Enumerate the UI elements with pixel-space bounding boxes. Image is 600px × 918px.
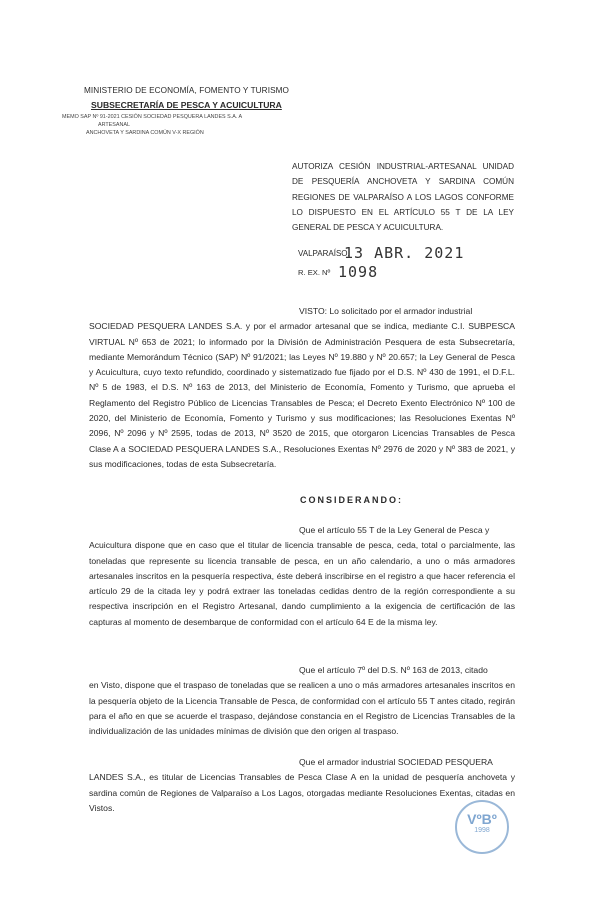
visto-lead: VISTO: Lo solicitado por el armador industrial xyxy=(299,306,473,316)
date-stamp: 13 ABR. 2021 xyxy=(344,244,465,262)
stamp-year: 1998 xyxy=(474,827,490,834)
approval-stamp-icon xyxy=(455,800,509,854)
memo-reference xyxy=(62,113,242,137)
visto-body: SOCIEDAD PESQUERA LANDES S.A. y por el armador artesanal que se indica, mediante C.I. SUBPESCA VIRTUAL Nº 653 de 2021; lo informado por la División de Administración Pesquera de esta Subsecretaría, mediante Memorándum Técnico (SAP) Nº 91/2021; las Leyes Nº 19.880 y Nº 20.657; la Ley General de Pesca y Acuicultura, cuyo texto refundido, coordinado y sistematizado fue fijado por el D.S. Nº 430 de 1991, el D.F.L. Nº 5 de 1983, el D.S. Nº 163 de 2013, del Ministerio de Economía, Fomento y Turismo, que aprueba el Reglamento del Registro Público de Licencias Transables de Pesca; el Decreto Exento Electrónico Nº 100 de 2020, del Ministerio de Economía, Fomento y Turismo y sus modificaciones; las Resoluciones Exentas Nº 2096, Nº 2096 y Nº 2595, todas de 2013, Nº 3520 de 2015, que otorgaron Licencias Transables de Pesca Clase A a SOCIEDAD PESQUERA LANDES S.A., Resoluciones Exentas Nº 2976 de 2020 y Nº 383 de 2021, y sus modificaciones, todas de esta Subsecretaría. xyxy=(89,321,515,469)
considerando-lead: Que el artículo 7º del D.S. Nº 163 de 2013, citado xyxy=(299,665,488,675)
rex-number: 1098 xyxy=(338,263,379,281)
place-label: VALPARAÍSO, xyxy=(298,249,350,258)
considerando-heading: CONSIDERANDO: xyxy=(300,495,404,505)
subsecretaria-name: SUBSECRETARÍA DE PESCA Y ACUICULTURA xyxy=(91,100,282,110)
rex-label: R. EX. Nº xyxy=(298,268,331,277)
considerando-body: Acuicultura dispone que en caso que el titular de licencia transable de pesca, ceda, total o parcialmente, las toneladas que represente su licencia transable de pesca, en un año calendario, a uno o más armadores artesanales inscritos en la pesquería respectiva, éste deberá inscribirse en el registro a que hacer referencia el artículo 29 de la citada ley y podrá extraer las toneladas cedidas dentro de la región correspondiente a su respectiva inscripción en el Registro Artesanal, dando cumplimiento a la exigencia de certificación de las capturas al momento de desembarque de conformidad con el artículo 64 E de la misma ley. xyxy=(89,540,515,627)
resolution-title: AUTORIZA CESIÓN INDUSTRIAL-ARTESANAL UNIDAD DE PESQUERÍA ANCHOVETA Y SARDINA COMÚN REGIONES DE VALPARAÍSO A LOS LAGOS CONFORME LO DISPUESTO EN EL ARTÍCULO 55 T DE LA LEY GENERAL DE PESCA Y ACUICULTURA. xyxy=(292,162,514,233)
considerando-lead: Que el artículo 55 T de la Ley General de Pesca y xyxy=(299,525,490,535)
considerando-paragraph xyxy=(89,523,515,630)
visto-paragraph xyxy=(89,304,515,472)
considerando-paragraph xyxy=(89,663,515,739)
stamp-mark: VºBº xyxy=(467,811,497,827)
memo-line: MEMO SAP Nº 91-2021 CESIÓN SOCIEDAD PESQUERA LANDES S.A. A xyxy=(62,114,243,120)
memo-line: ANCHOVETA Y SARDINA COMÚN V-X REGIÓN xyxy=(86,130,204,136)
memo-line: ARTESANAL xyxy=(98,122,130,128)
considerando-lead: Que el armador industrial SOCIEDAD PESQUERA xyxy=(299,757,493,767)
considerando-body: en Visto, dispone que el traspaso de toneladas que se realicen a uno o más armadores artesanales inscritos en la pesquería objeto de la Licencia Transable de Pesca, de conformidad con el artículo 55 T antes citado, regirán para el año en que se acuerde el traspaso, dejándose constancia en el Registro de Licencias Transables de la individualización de las unidades mínimas de división que den origen al traspaso. xyxy=(89,680,515,737)
considerando-paragraph xyxy=(89,755,515,816)
considerando-body: LANDES S.A., es titular de Licencias Transables de Pesca Clase A en la unidad de pesquería anchoveta y sardina común de Regiones de Valparaíso a Los Lagos, otorgadas mediante Resoluciones Exentas, citadas en Vistos. xyxy=(89,772,515,813)
ministry-name: MINISTERIO DE ECONOMÍA, FOMENTO Y TURISMO xyxy=(84,86,290,95)
